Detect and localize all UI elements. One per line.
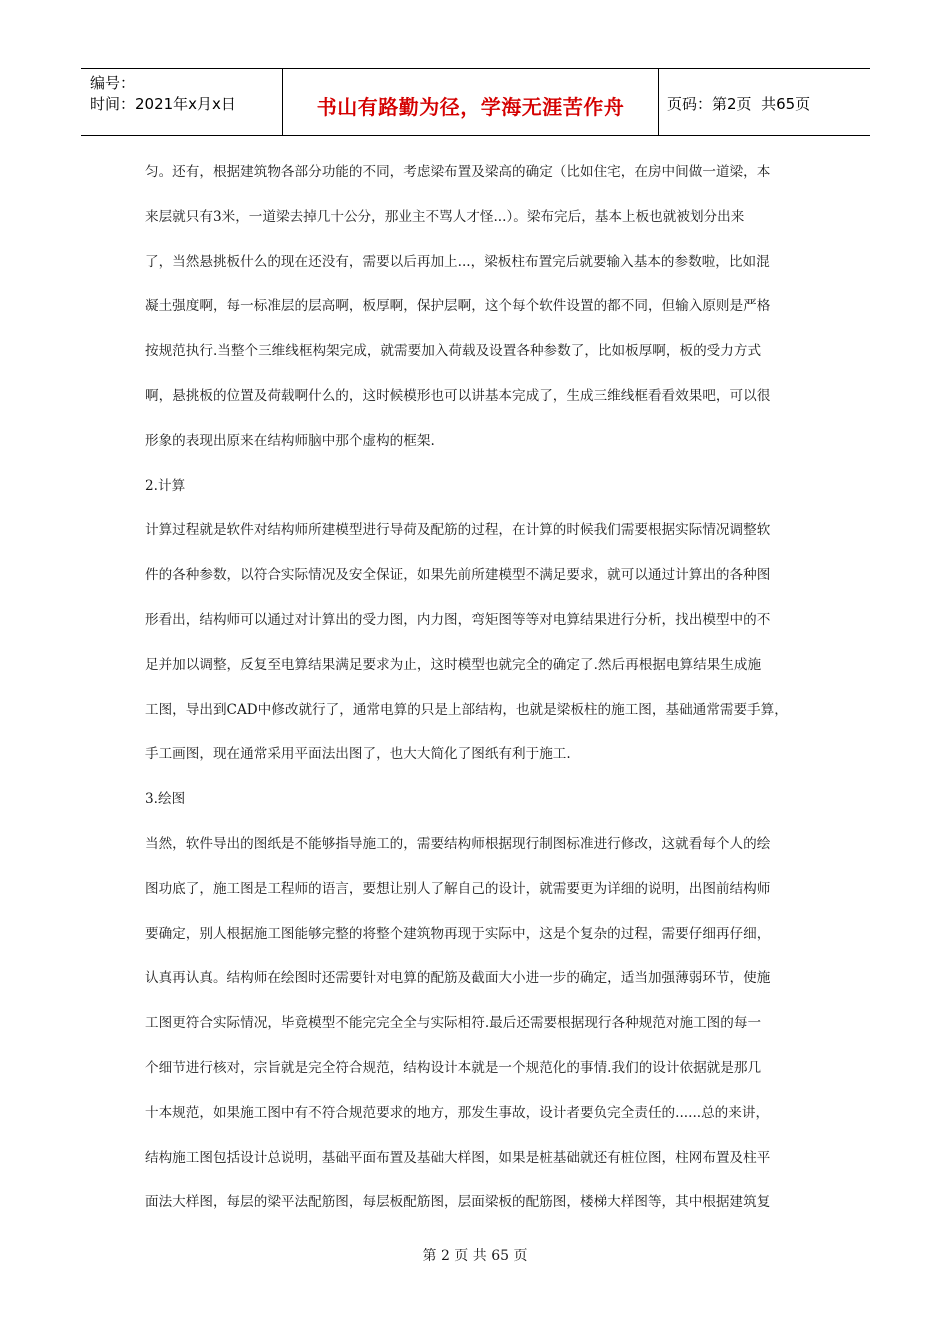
body-line: 计算过程就是软件对结构师所建模型进行导荷及配筋的过程，在计算的时候我们需要根据实际情况调整软 — [145, 522, 771, 539]
body-line: 匀。还有，根据建筑物各部分功能的不同，考虑梁布置及梁高的确定（比如住宅，在房中间做一道梁，本 — [145, 164, 771, 180]
body-line: 啊，悬挑板的位置及荷载啊什么的，这时候模形也可以讲基本完成了，生成三维线框看看效果吧，可以很 — [145, 387, 771, 404]
body-line: 当然，软件导出的图纸是不能够指导施工的，需要结构师根据现行制图标准进行修改，这就看每个人的绘 — [145, 835, 771, 852]
body-line: 图功底了，施工图是工程师的语言，要想让别人了解自己的设计，就需要更为详细的说明，出图前结构师 — [145, 880, 771, 897]
body-line: 结构施工图包括设计总说明，基础平面布置及基础大样图，如果是桩基础就还有桩位图，柱网布置及柱平 — [145, 1149, 771, 1166]
body-line: 足并加以调整，反复至电算结果满足要求为止，这时模型也就完全的确定了.然后再根据电算结果生成施 — [145, 656, 762, 673]
body-line: 形象的表现出原来在结构师脑中那个虚构的框架. — [145, 432, 435, 449]
document-header — [81, 68, 870, 136]
body-line: 凝土强度啊，每一标准层的层高啊，板厚啊，保护层啊，这个每个软件设置的都不同，但输入原则是严格 — [145, 298, 771, 315]
body-line: 件的各种参数，以符合实际情况及安全保证，如果先前所建模型不满足要求，就可以通过计算出的各种图 — [145, 567, 771, 584]
page-footer: 第 2 页 共 65 页 — [422, 1248, 528, 1264]
document-number-label: 编号： — [90, 74, 136, 92]
body-line: 要确定，别人根据施工图能够完整的将整个建筑物再现于实际中，这是个复杂的过程，需要仔细再仔细， — [145, 925, 771, 942]
body-line: 十本规范，如果施工图中有不符合规范要求的地方，那发生事故，设计者要负完全责任的......总的来讲， — [145, 1104, 770, 1121]
body-line: 来层就只有3米，一道梁去掉几十公分，那业主不骂人才怪...）。梁布完后，基本上板也就被划分出来 — [145, 208, 745, 225]
header-page-info: 页码：第2页 共65页 — [667, 94, 811, 113]
section-heading-calculation: 2.计算 — [145, 477, 186, 494]
header-motto-cell — [282, 69, 659, 135]
body-line: 了，当然悬挑板什么的现在还没有，需要以后再加上...，梁板柱布置完后就要输入基本的参数啦，比如混 — [145, 253, 770, 270]
body-line: 工图，导出到CAD中修改就行了，通常电算的只是上部结构，也就是梁板柱的施工图，基础通常需要手算， — [145, 701, 788, 718]
body-line: 个细节进行核对，宗旨就是完全符合规范，结构设计本就是一个规范化的事情.我们的设计依据就是那几 — [145, 1059, 762, 1076]
body-line: 工图更符合实际情况，毕竟模型不能完完全全与实际相符.最后还需要根据现行各种规范对施工图的每一 — [145, 1015, 762, 1032]
body-line: 认真再认真。结构师在绘图时还需要针对电算的配筋及截面大小进一步的确定，适当加强薄弱环节，使施 — [145, 970, 771, 987]
section-heading-drawing: 3.绘图 — [145, 791, 186, 808]
body-line: 按规范执行.当整个三维线框构架完成，就需要加入荷载及设置各种参数了，比如板厚啊，板的受力方式 — [145, 343, 762, 360]
header-motto: 书山有路勤为径，学海无涯苦作舟 — [316, 94, 625, 119]
body-line: 面法大样图，每层的梁平法配筋图，每层板配筋图，层面梁板的配筋图，楼梯大样图等，其中根据建筑复 — [145, 1194, 771, 1211]
document-time-label: 时间：2021年x月x日 — [90, 95, 236, 113]
body-line: 形看出，结构师可以通过对计算出的受力图，内力图，弯矩图等等对电算结果进行分析，找出模型中的不 — [145, 611, 771, 628]
body-line: 手工画图，现在通常采用平面法出图了，也大大简化了图纸有利于施工. — [145, 746, 571, 763]
header-meta-cell — [81, 69, 282, 135]
document-body — [145, 150, 815, 1225]
